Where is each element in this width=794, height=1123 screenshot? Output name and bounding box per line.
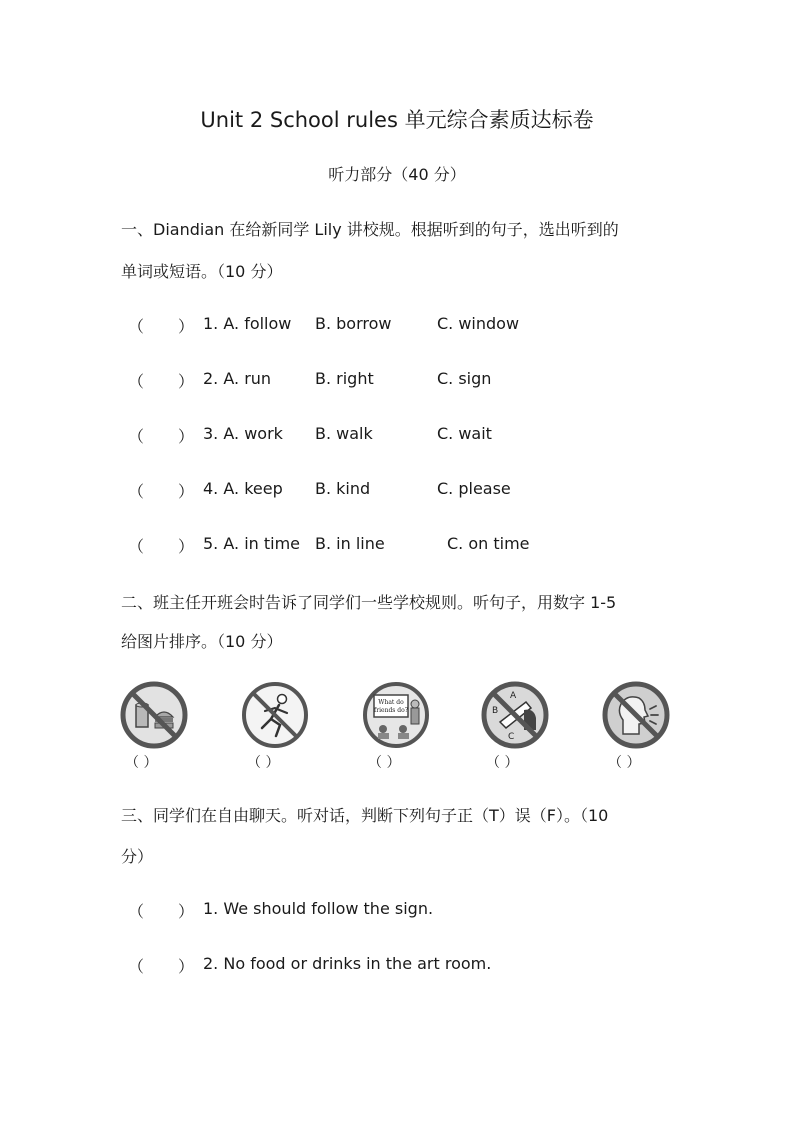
option-a: 1. A. follow — [203, 314, 292, 333]
picture-answer-blank[interactable]: （ ） — [608, 755, 641, 771]
answer-bracket-open[interactable]: （ — [128, 482, 145, 501]
picture-answer-blank[interactable]: （ ） — [368, 755, 401, 771]
option-a: 3. A. work — [203, 424, 283, 443]
option-c: C. sign — [437, 369, 492, 388]
no-running-icon — [240, 680, 310, 750]
answer-bracket-close: ） — [178, 957, 195, 976]
board-text-line-1: What do — [378, 699, 404, 706]
page-title: Unit 2 School rules 单元综合素质达标卷 — [200, 108, 594, 132]
choice-letter-c: C — [508, 732, 515, 742]
section-2-heading: 二、班主任开班会时告诉了同学们一些学校规则。听句子，用数字 1-5 — [121, 593, 617, 612]
answer-bracket-close: ） — [178, 902, 195, 921]
option-a: 4. A. keep — [203, 479, 283, 498]
section-1-heading-cont: 单词或短语。（10 分） — [121, 262, 283, 281]
board-text-line-2: friends do? — [374, 707, 408, 714]
answer-bracket-open[interactable]: （ — [128, 427, 145, 446]
section-1-heading: 一、Diandian 在给新同学 Lily 讲校规。根据听到的句子，选出听到的 — [121, 220, 619, 239]
option-c: C. window — [437, 314, 520, 333]
choice-letter-b: B — [492, 706, 499, 716]
option-b: B. borrow — [315, 314, 392, 333]
option-c: C. on time — [447, 534, 530, 553]
option-c: C. wait — [437, 424, 492, 443]
option-a: 5. A. in time — [203, 534, 301, 553]
option-b: B. in line — [315, 534, 385, 553]
picture-answer-blank[interactable]: （ ） — [486, 755, 519, 771]
choice-letter-a: A — [510, 691, 517, 701]
picture-answer-blank[interactable]: （ ） — [125, 755, 158, 771]
answer-bracket-open[interactable]: （ — [128, 372, 145, 391]
answer-bracket-open[interactable]: （ — [128, 902, 145, 921]
option-a: 2. A. run — [203, 369, 272, 388]
classroom-question-icon — [361, 680, 431, 750]
answer-bracket-open[interactable]: （ — [128, 317, 145, 336]
statement-text: 2. No food or drinks in the art room. — [203, 954, 492, 973]
option-c: C. please — [437, 479, 511, 498]
statement-text: 1. We should follow the sign. — [203, 899, 434, 918]
section-3-heading-cont: 分） — [121, 847, 154, 866]
answer-bracket-close: ） — [178, 482, 195, 501]
no-shouting-icon — [601, 680, 671, 750]
option-b: B. right — [315, 369, 374, 388]
answer-bracket-close: ） — [178, 317, 195, 336]
picture-answer-blank[interactable]: （ ） — [247, 755, 280, 771]
no-drawing-on-books-icon — [480, 680, 550, 750]
section-2-heading-cont: 给图片排序。（10 分） — [121, 632, 283, 651]
answer-bracket-open[interactable]: （ — [128, 957, 145, 976]
option-b: B. kind — [315, 479, 371, 498]
answer-bracket-open[interactable]: （ — [128, 537, 145, 556]
section-3-heading: 三、同学们在自由聊天。听对话，判断下列句子正（T）误（F）。（10 — [121, 806, 609, 825]
option-b: B. walk — [315, 424, 373, 443]
answer-bracket-close: ） — [178, 427, 195, 446]
answer-bracket-close: ） — [178, 372, 195, 391]
page-subtitle: 听力部分（40 分） — [328, 165, 466, 184]
answer-bracket-close: ） — [178, 537, 195, 556]
no-food-drinks-icon — [119, 680, 189, 750]
